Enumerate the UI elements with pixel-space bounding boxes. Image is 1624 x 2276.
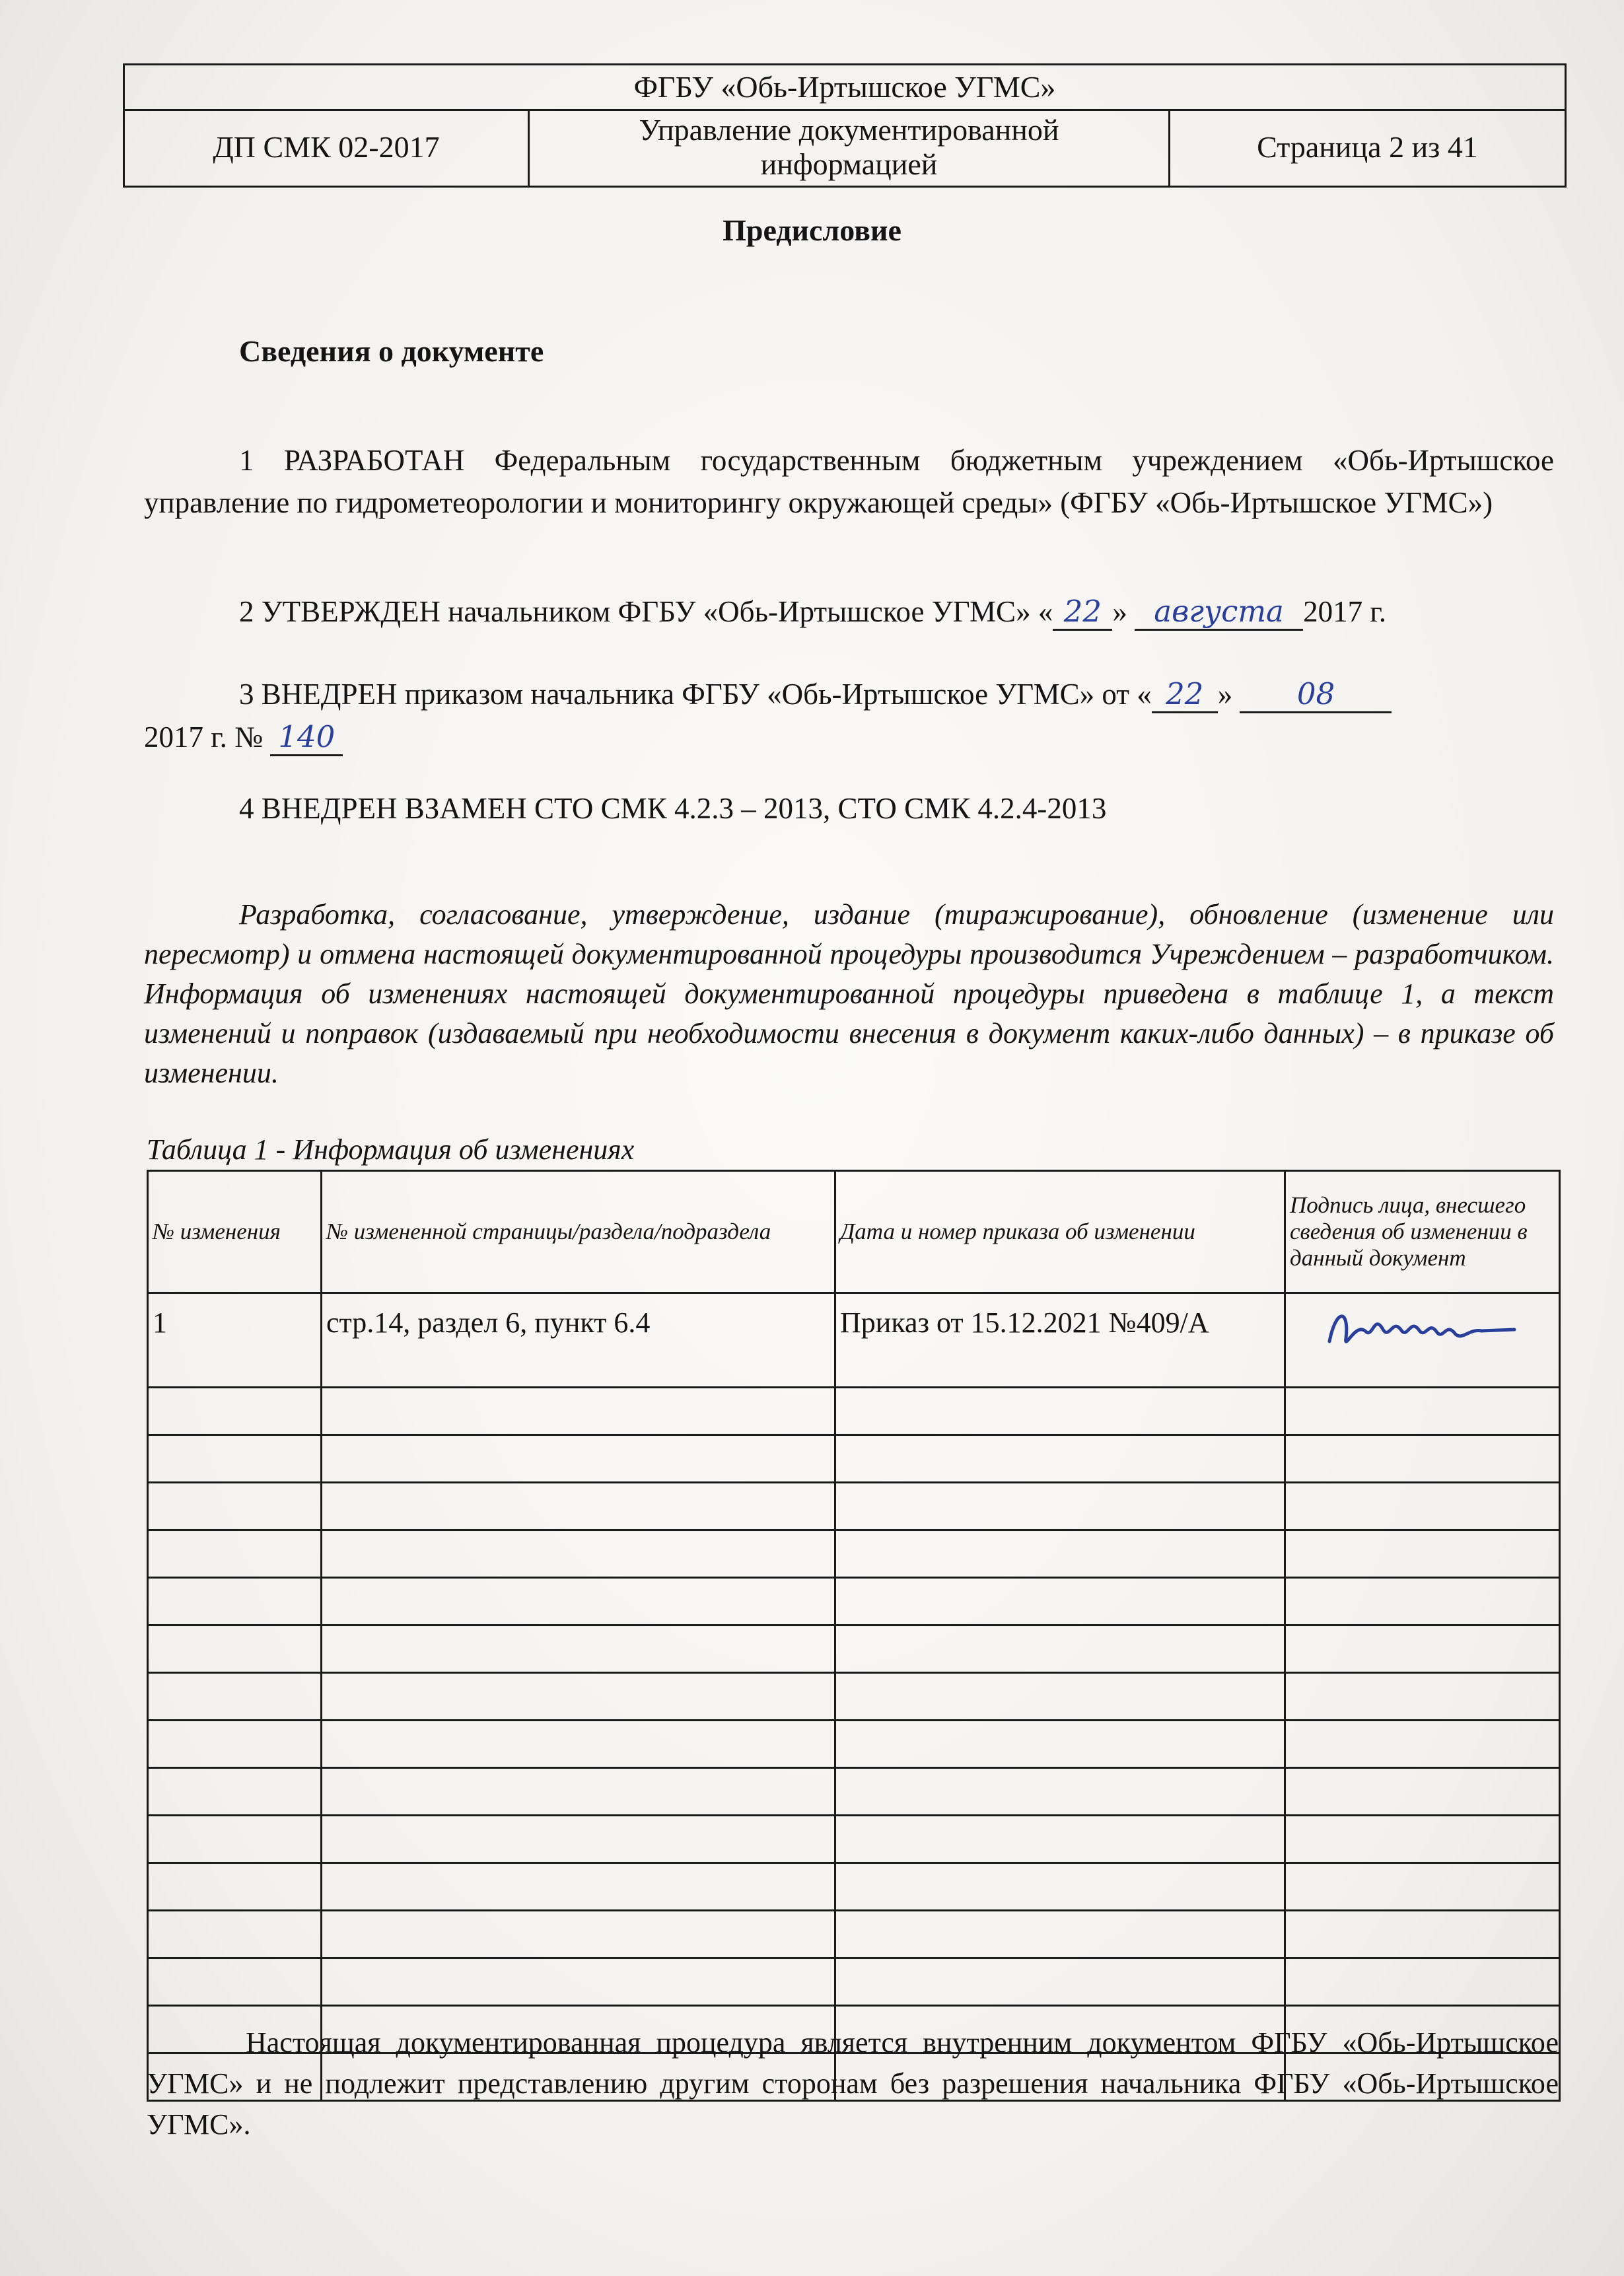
- empty-cell: [835, 1625, 1285, 1673]
- table-row: [148, 1435, 1560, 1483]
- empty-cell: [835, 1721, 1285, 1768]
- header-page-info: [1170, 109, 1565, 186]
- footer-paragraph: [147, 2022, 1559, 2145]
- empty-cell: [322, 1863, 835, 1911]
- cell-signature: [1285, 1293, 1560, 1388]
- table-row: [148, 1958, 1560, 2006]
- empty-cell: [835, 1863, 1285, 1911]
- header-organization: ФГБУ «Обь-Иртышское УГМС»: [125, 65, 1565, 111]
- italic-info-text: Разработка, согласование, утверждение, издание (тиражирование), обновление (изменение или пересмотр) и отмена настоящей документированной процедуры производится Учреждением – разработчиком. Информация об изменениях настоящей документированной процедуры приведена в таблице 1, а текст изменений и поправок (издаваемый при необходимости внесения в документ каких-либо данных) – в приказе об изменении.: [144, 898, 1554, 1089]
- empty-cell: [148, 1768, 322, 1816]
- empty-cell: [148, 1578, 322, 1625]
- item3-year: 2017 г. №: [144, 721, 264, 754]
- empty-cell: [148, 1435, 322, 1483]
- table-row: [148, 1293, 1560, 1388]
- empty-cell: [835, 1673, 1285, 1721]
- empty-cell: [148, 1863, 322, 1911]
- item-implemented: [239, 677, 1392, 713]
- empty-cell: [322, 1673, 835, 1721]
- empty-cell: [1285, 1863, 1560, 1911]
- empty-cell: [835, 1435, 1285, 1483]
- header-order-date: Дата и номер приказа об изменении: [835, 1171, 1285, 1293]
- cell-order-date: Приказ от 15.12.2021 №409/А: [835, 1293, 1285, 1388]
- table-row: [148, 1530, 1560, 1578]
- table-row: [148, 1673, 1560, 1721]
- empty-cell: [1285, 1578, 1560, 1625]
- empty-cell: [322, 1483, 835, 1530]
- empty-cell: [148, 1958, 322, 2006]
- empty-cell: [1285, 1673, 1560, 1721]
- item3-month-handwritten: 08: [1240, 677, 1392, 713]
- item2-month-handwritten: августа: [1135, 594, 1303, 631]
- empty-cell: [1285, 1768, 1560, 1816]
- cell-change-number: 1: [148, 1293, 322, 1388]
- header-table: [123, 63, 1567, 188]
- table-row: [148, 1483, 1560, 1530]
- empty-cell: [835, 1958, 1285, 2006]
- item3-prefix: 3 ВНЕДРЕН приказом начальника ФГБУ «Обь-Иртышское УГМС» от «: [239, 678, 1152, 711]
- item-developed: 1 РАЗРАБОТАН Федеральным государственным бюджетным учреждением «Обь-Иртышское управление по гидрометеорологии и мониторингу окружающей среды» (ФГБУ «Обь-Иртышское УГМС»): [144, 444, 1554, 519]
- empty-cell: [322, 1721, 835, 1768]
- empty-cell: [148, 1530, 322, 1578]
- empty-cell: [835, 1578, 1285, 1625]
- header-doc-code: [125, 109, 530, 186]
- empty-cell: [148, 1388, 322, 1435]
- table-row: [148, 1721, 1560, 1768]
- empty-cell: [1285, 1911, 1560, 1958]
- header-signature: Подпись лица, внесшего сведения об изменении в данный документ: [1285, 1171, 1560, 1293]
- table-row: [148, 1388, 1560, 1435]
- empty-cell: [322, 1578, 835, 1625]
- empty-cell: [1285, 1816, 1560, 1863]
- item2-mid: »: [1112, 595, 1127, 628]
- italic-info-paragraph: [144, 895, 1554, 1093]
- empty-cell: [322, 1388, 835, 1435]
- table-row: [148, 1625, 1560, 1673]
- item3-number-handwritten: 140: [270, 720, 343, 756]
- header-changed-pages: № измененной страницы/раздела/подраздела: [322, 1171, 835, 1293]
- empty-cell: [148, 1673, 322, 1721]
- empty-cell: [1285, 1388, 1560, 1435]
- empty-cell: [1285, 1483, 1560, 1530]
- table-row: [148, 1578, 1560, 1625]
- empty-cell: [835, 1768, 1285, 1816]
- empty-cell: [1285, 1958, 1560, 2006]
- item-approved: [239, 594, 1386, 631]
- changes-table: [147, 1170, 1561, 2102]
- signature-icon: [1316, 1302, 1521, 1361]
- item3-mid: »: [1217, 678, 1233, 711]
- empty-cell: [322, 1625, 835, 1673]
- empty-cell: [148, 1625, 322, 1673]
- empty-cell: [148, 1721, 322, 1768]
- header-change-number: № изменения: [148, 1171, 322, 1293]
- item3-number-line: [144, 720, 343, 756]
- empty-cell: [322, 1816, 835, 1863]
- item-replaces: 4 ВНЕДРЕН ВЗАМЕН СТО СМК 4.2.3 – 2013, СТО СМК 4.2.4-2013: [239, 792, 1107, 825]
- empty-cell: [148, 1816, 322, 1863]
- item2-prefix: 2 УТВЕРЖДЕН начальником ФГБУ «Обь-Иртышское УГМС» «: [239, 595, 1053, 628]
- empty-cell: [322, 1768, 835, 1816]
- table-header-row: [148, 1171, 1560, 1293]
- empty-cell: [148, 1911, 322, 1958]
- page-title: Предисловие: [723, 213, 901, 247]
- header-doc-title: [530, 109, 1170, 186]
- table-row: [148, 1768, 1560, 1816]
- table-row: [148, 1911, 1560, 1958]
- empty-cell: [835, 1530, 1285, 1578]
- item2-day-handwritten: 22: [1053, 594, 1112, 631]
- empty-cell: [148, 1483, 322, 1530]
- table-row: [148, 1816, 1560, 1863]
- empty-cell: [1285, 1721, 1560, 1768]
- empty-cell: [835, 1816, 1285, 1863]
- empty-cell: [1285, 1530, 1560, 1578]
- table-caption: Таблица 1 - Информация об изменениях: [147, 1133, 635, 1166]
- item2-suffix: 2017 г.: [1303, 595, 1386, 628]
- empty-cell: [322, 1530, 835, 1578]
- cell-changed-pages: стр.14, раздел 6, пункт 6.4: [322, 1293, 835, 1388]
- table-row: [148, 1863, 1560, 1911]
- empty-cell: [835, 1388, 1285, 1435]
- empty-cell: [835, 1483, 1285, 1530]
- empty-cell: [1285, 1625, 1560, 1673]
- item3-day-handwritten: 22: [1152, 677, 1218, 713]
- empty-cell: [322, 1435, 835, 1483]
- empty-cell: [322, 1958, 835, 2006]
- doc-title-text: Управление документированной информацией: [639, 113, 1059, 181]
- page-info-text: Страница 2 из 41: [1257, 130, 1478, 164]
- doc-code-text: ДП СМК 02-2017: [213, 130, 440, 164]
- section-subtitle: Сведения о документе: [239, 334, 544, 368]
- empty-cell: [1285, 1435, 1560, 1483]
- empty-cell: [322, 1911, 835, 1958]
- empty-cell: [835, 1911, 1285, 1958]
- footer-text: Настоящая документированная процедура является внутренним документом ФГБУ «Обь-Иртышское УГМС» и не подлежит представлению другим сторонам без разрешения начальника ФГБУ «Обь-Иртышское УГМС».: [147, 2026, 1559, 2141]
